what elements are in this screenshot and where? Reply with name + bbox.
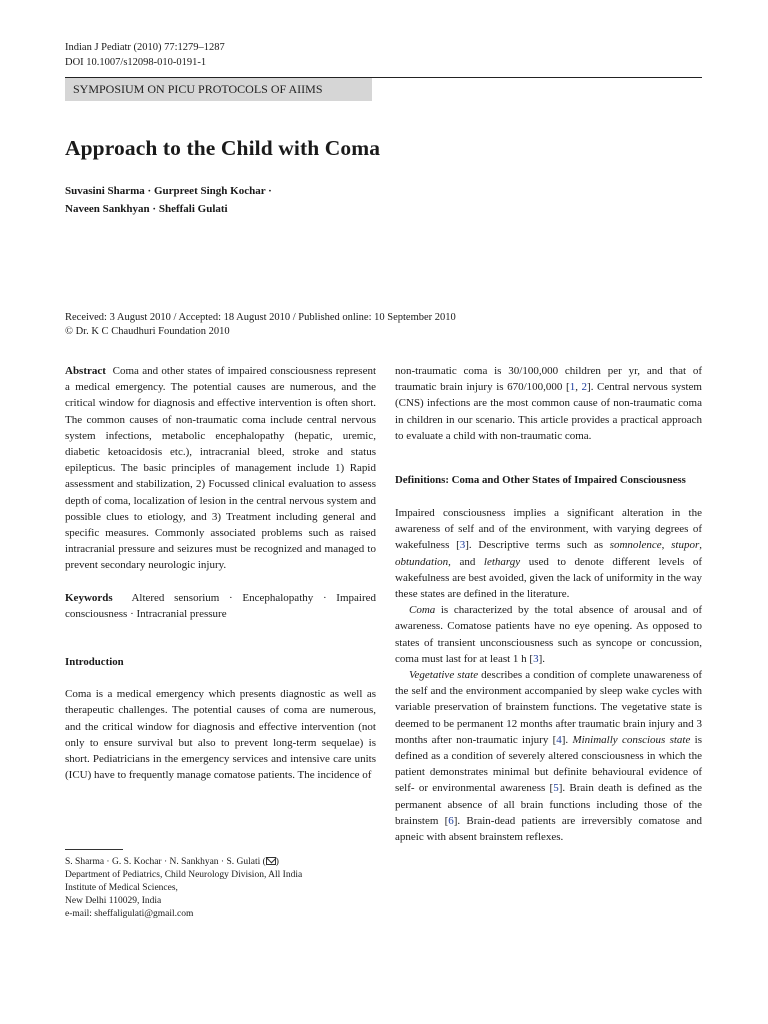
vegetative-state-paragraph: Vegetative state describes a condition of complete unawareness of the self and the environment accompanied by sleep wake cycles with variable preservation of brainstem functions. The vegetative state is deemed to be permanent 12 months after traumatic brain injury and 3 months after non-traumatic injury [4]. Minimally conscious state is defined as a condition of severely altered consciousness in which the patient demonstrates minimal but definite behavioural evidence of self- or environmental awareness [5]. Brain death is defined as the permanent absence of all brain functions including those of the brainstem [6]. Brain-dead patients are irreversibly comatose and apneic with absent brainstem reflexes. — [395, 669, 703, 844]
footnote-email[interactable]: e-mail: sheffaligulati@gmail.com — [65, 909, 194, 919]
keywords-text: Altered sensorium · Encephalopathy · Impaired consciousness · Intracranial pressure — [65, 591, 376, 620]
definitions-paragraph: Impaired consciousness implies a significant alteration in the awareness of self and of the environment, with varying degrees of wakefulness [3]. Descriptive terms such as somnolence, stupor, obtundation, and lethargy used to denote different levels of wakefulness are best avoided, given the lack of uniformity in the way these states are defined in the literature. — [395, 507, 702, 601]
abstract — [65, 363, 376, 574]
footnote-department: Department of Pediatrics, Child Neurology Division, All India — [65, 870, 303, 880]
keywords-label: Keywords — [65, 591, 113, 604]
publication-dates — [65, 311, 456, 339]
copyright-line: © Dr. K C Chaudhuri Foundation 2010 — [65, 326, 230, 337]
footnote-rule — [65, 849, 123, 850]
abstract-label: Abstract — [65, 365, 106, 377]
doi: DOI 10.1007/s12098-010-0191-1 — [65, 57, 207, 68]
article-title: Approach to the Child with Coma — [65, 136, 381, 160]
citation-link[interactable]: 1 — [569, 381, 576, 394]
section-heading-introduction: Introduction — [65, 656, 124, 669]
keywords — [65, 590, 376, 622]
citation-link[interactable]: 2 — [581, 381, 588, 394]
citation-link[interactable]: 3 — [459, 539, 466, 552]
footnote-institute: Institute of Medical Sciences, — [65, 883, 178, 893]
citation-link[interactable]: 6 — [448, 814, 454, 827]
citation-link[interactable]: 4 — [556, 733, 562, 746]
footnote-city: New Delhi 110029, India — [65, 896, 162, 906]
envelope-icon — [266, 857, 276, 865]
journal-metadata — [65, 40, 225, 70]
introduction-continued: non-traumatic coma is 30/100,000 children per yr, and that of traumatic brain injury is 670/100,000 [1, 2]. Central nervous system (CNS) infections are the most common cause of non-traumatic coma in children in our scenario. This article provides a practical approach to evaluate a child with non-traumatic coma. — [395, 365, 702, 442]
journal-citation: Indian J Pediatr (2010) 77:1279–1287 — [65, 42, 225, 53]
citation-link[interactable]: 5 — [553, 782, 559, 795]
citation-link[interactable]: 3 — [533, 652, 539, 665]
footnote-authors: S. Sharma · G. S. Kochar · N. Sankhyan · S. Gulati ( ) — [65, 857, 279, 867]
section-heading-definitions: Definitions: Coma and Other States of Impaired Consciousness — [395, 474, 686, 487]
abstract-text: Coma and other states of impaired consciousness represent a medical emergency. The potential causes are numerous, and the critical window for diagnosis and effective intervention is often short. The common causes of non-traumatic coma include central nervous system infections, metabolic encephalopathy (hepatic, uremic, diabetic ketoacidosis etc.), intracranial bleed, stroke and status epilepticus. The basic principles of management include 1) Rapid assessment and stabilization, 2) Focussed clinical evaluation to assess depth of coma, localization of lesion in the central nervous system and possible clues to etiology, and 3) Treatment including general and specific measures. Commonly associated problems such as raised intracranial pressure and seizures must be recognized and managed to prevent secondary neurologic injury. — [65, 365, 377, 572]
left-column — [65, 363, 376, 783]
history-dates: Received: 3 August 2010 / Accepted: 18 August 2010 / Published online: 10 September 2010 — [65, 312, 456, 323]
introduction-paragraph: Coma is a medical emergency which presents diagnostic as well as therapeutic challenges. The potential causes of coma are numerous, and the critical window for diagnosis and effective intervention (not only to ensure survival but also to prevent long-term sequelae) is short. Pediatricians in the emergency services and intensive care units (ICU) have to frequently manage comatose patients. The incidence of — [65, 688, 376, 782]
symposium-banner: SYMPOSIUM ON PICU PROTOCOLS OF AIIMS — [65, 78, 372, 101]
author-list — [65, 182, 272, 218]
author-line: Naveen Sankhyan · Sheffali Gulati — [65, 203, 228, 215]
author-line: Suvasini Sharma · Gurpreet Singh Kochar · — [65, 185, 272, 197]
coma-paragraph: Coma is characterized by the total absence of arousal and of awareness. Comatose patients have no eye opening. As opposed to states of transient unconsciousness such as syncope or concussion, coma must last for at least 1 h [3]. — [395, 604, 702, 665]
right-column — [395, 363, 702, 845]
author-affiliation-footnote — [65, 856, 302, 921]
